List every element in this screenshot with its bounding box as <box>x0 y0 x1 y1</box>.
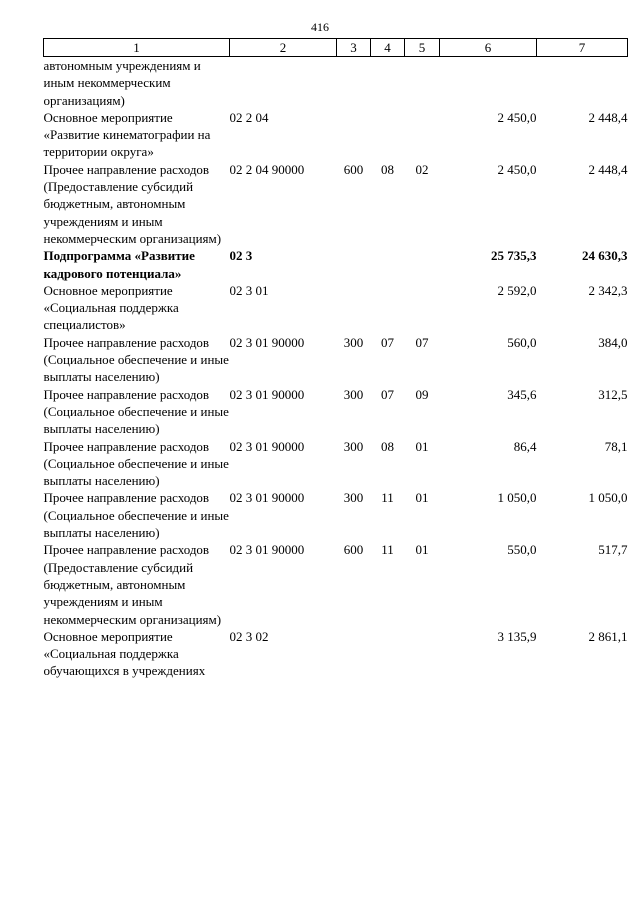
row-vr-cell <box>337 109 371 161</box>
table-row <box>44 161 628 247</box>
row-rz-cell <box>371 282 405 334</box>
column-header-4: 4 <box>371 39 405 57</box>
table-row <box>44 438 628 490</box>
column-number-header <box>44 39 628 57</box>
row-code-cell: 02 3 02 <box>229 628 269 644</box>
table-row <box>44 109 628 161</box>
row-name-cell: Основное мероприятие «Социальная поддержка обучающихся в учреждениях <box>43 628 206 679</box>
row-sum-planned-cell: 2 450,0 <box>497 161 537 177</box>
row-sum-actual-cell: 24 630,3 <box>582 248 628 264</box>
column-header-1: 1 <box>44 39 230 57</box>
row-name-cell: Основное мероприятие «Развитие кинематографии на территории округа» <box>43 109 211 160</box>
row-sum-actual-cell: 2 342,3 <box>588 282 628 298</box>
row-rz-cell <box>371 628 405 680</box>
row-pr-cell <box>405 282 440 334</box>
row-code-cell: 02 3 01 90000 <box>229 490 305 506</box>
row-sum-planned-cell <box>440 57 537 109</box>
row-name-cell: Прочее направление расходов (Предоставление субсидий бюджетным, автономным учреждениям и иным некоммерческим организациям) <box>43 161 222 246</box>
row-rz-cell <box>371 247 405 282</box>
row-vr-cell: 300 <box>343 438 364 454</box>
row-name-cell: Прочее направление расходов (Социальное обеспечение и иные выплаты населению) <box>43 334 229 385</box>
row-name-cell: Прочее направление расходов (Социальное обеспечение и иные выплаты населению) <box>43 438 229 489</box>
row-pr-cell: 02 <box>415 161 429 177</box>
row-name-cell: Подпрограмма «Развитие кадрового потенциала» <box>43 248 195 281</box>
row-rz-cell: 07 <box>381 334 394 350</box>
row-code-cell: 02 3 01 90000 <box>229 542 305 558</box>
column-header-3: 3 <box>337 39 371 57</box>
table-body <box>44 57 628 680</box>
row-name-cell: Основное мероприятие «Социальная поддержка специалистов» <box>43 282 179 333</box>
row-code-cell: 02 3 <box>229 248 253 264</box>
row-vr-cell: 300 <box>343 334 364 350</box>
table-row <box>44 628 628 680</box>
column-header-6: 6 <box>440 39 537 57</box>
row-sum-actual-cell: 384,0 <box>598 334 628 350</box>
row-rz-cell: 11 <box>381 542 394 558</box>
row-sum-actual-cell: 2 448,4 <box>588 109 628 125</box>
row-rz-cell: 08 <box>381 438 394 454</box>
row-sum-planned-cell: 2 450,0 <box>497 109 537 125</box>
row-sum-planned-cell: 86,4 <box>513 438 537 454</box>
table-row <box>44 386 628 438</box>
row-code-cell: 02 3 01 <box>229 282 269 298</box>
page-number: 416 <box>311 20 329 34</box>
row-pr-cell: 01 <box>415 542 429 558</box>
table-row <box>44 541 628 627</box>
column-header-7: 7 <box>537 39 628 57</box>
table-row <box>44 489 628 541</box>
row-pr-cell: 07 <box>415 334 429 350</box>
row-sum-planned-cell: 3 135,9 <box>497 628 537 644</box>
row-pr-cell <box>405 247 440 282</box>
row-vr-cell: 600 <box>343 161 364 177</box>
column-header-5: 5 <box>405 39 440 57</box>
row-vr-cell: 300 <box>343 386 364 402</box>
row-vr-cell <box>337 628 371 680</box>
row-pr-cell: 01 <box>415 438 429 454</box>
row-name-cell: Прочее направление расходов (Социальное обеспечение и иные выплаты населению) <box>43 490 229 541</box>
row-vr-cell <box>337 247 371 282</box>
row-name-cell: Прочее направление расходов (Социальное обеспечение и иные выплаты населению) <box>43 386 229 437</box>
row-sum-planned-cell: 25 735,3 <box>491 248 537 264</box>
row-sum-actual-cell: 517,7 <box>598 542 628 558</box>
column-header-2: 2 <box>230 39 337 57</box>
row-sum-planned-cell: 345,6 <box>507 386 537 402</box>
table-row <box>44 282 628 334</box>
table-row <box>44 57 628 109</box>
row-code-cell: 02 3 01 90000 <box>229 334 305 350</box>
row-pr-cell: 09 <box>415 386 429 402</box>
row-rz-cell: 08 <box>381 161 394 177</box>
row-sum-actual-cell: 2 861,1 <box>588 628 628 644</box>
row-vr-cell <box>337 282 371 334</box>
row-code-cell: 02 3 01 90000 <box>229 438 305 454</box>
row-name-cell: Прочее направление расходов (Предоставление субсидий бюджетным, автономным учреждениям и иным некоммерческим организациям) <box>43 542 222 627</box>
row-code-cell <box>230 57 337 109</box>
row-pr-cell <box>405 109 440 161</box>
row-vr-cell: 600 <box>343 542 364 558</box>
row-sum-planned-cell: 2 592,0 <box>497 282 537 298</box>
row-sum-actual-cell: 2 448,4 <box>588 161 628 177</box>
row-sum-planned-cell: 560,0 <box>507 334 537 350</box>
row-code-cell: 02 2 04 90000 <box>229 161 305 177</box>
budget-table <box>43 38 628 680</box>
row-vr-cell <box>337 57 371 109</box>
row-rz-cell: 07 <box>381 386 394 402</box>
row-pr-cell: 01 <box>415 490 429 506</box>
row-code-cell: 02 2 04 <box>229 109 269 125</box>
row-name-cell: автономным учреждениям и иным некоммерческим организациям) <box>43 58 201 108</box>
row-sum-actual-cell <box>537 57 628 109</box>
row-rz-cell: 11 <box>381 490 394 506</box>
row-pr-cell <box>405 628 440 680</box>
row-sum-planned-cell: 550,0 <box>507 542 537 558</box>
row-rz-cell <box>371 57 405 109</box>
row-sum-planned-cell: 1 050,0 <box>497 490 537 506</box>
row-sum-actual-cell: 312,5 <box>598 386 628 402</box>
table-row <box>44 247 628 282</box>
row-pr-cell <box>405 57 440 109</box>
row-sum-actual-cell: 1 050,0 <box>588 490 628 506</box>
row-vr-cell: 300 <box>343 490 364 506</box>
row-sum-actual-cell: 78,1 <box>604 438 628 454</box>
row-code-cell: 02 3 01 90000 <box>229 386 305 402</box>
row-rz-cell <box>371 109 405 161</box>
table-row <box>44 334 628 386</box>
